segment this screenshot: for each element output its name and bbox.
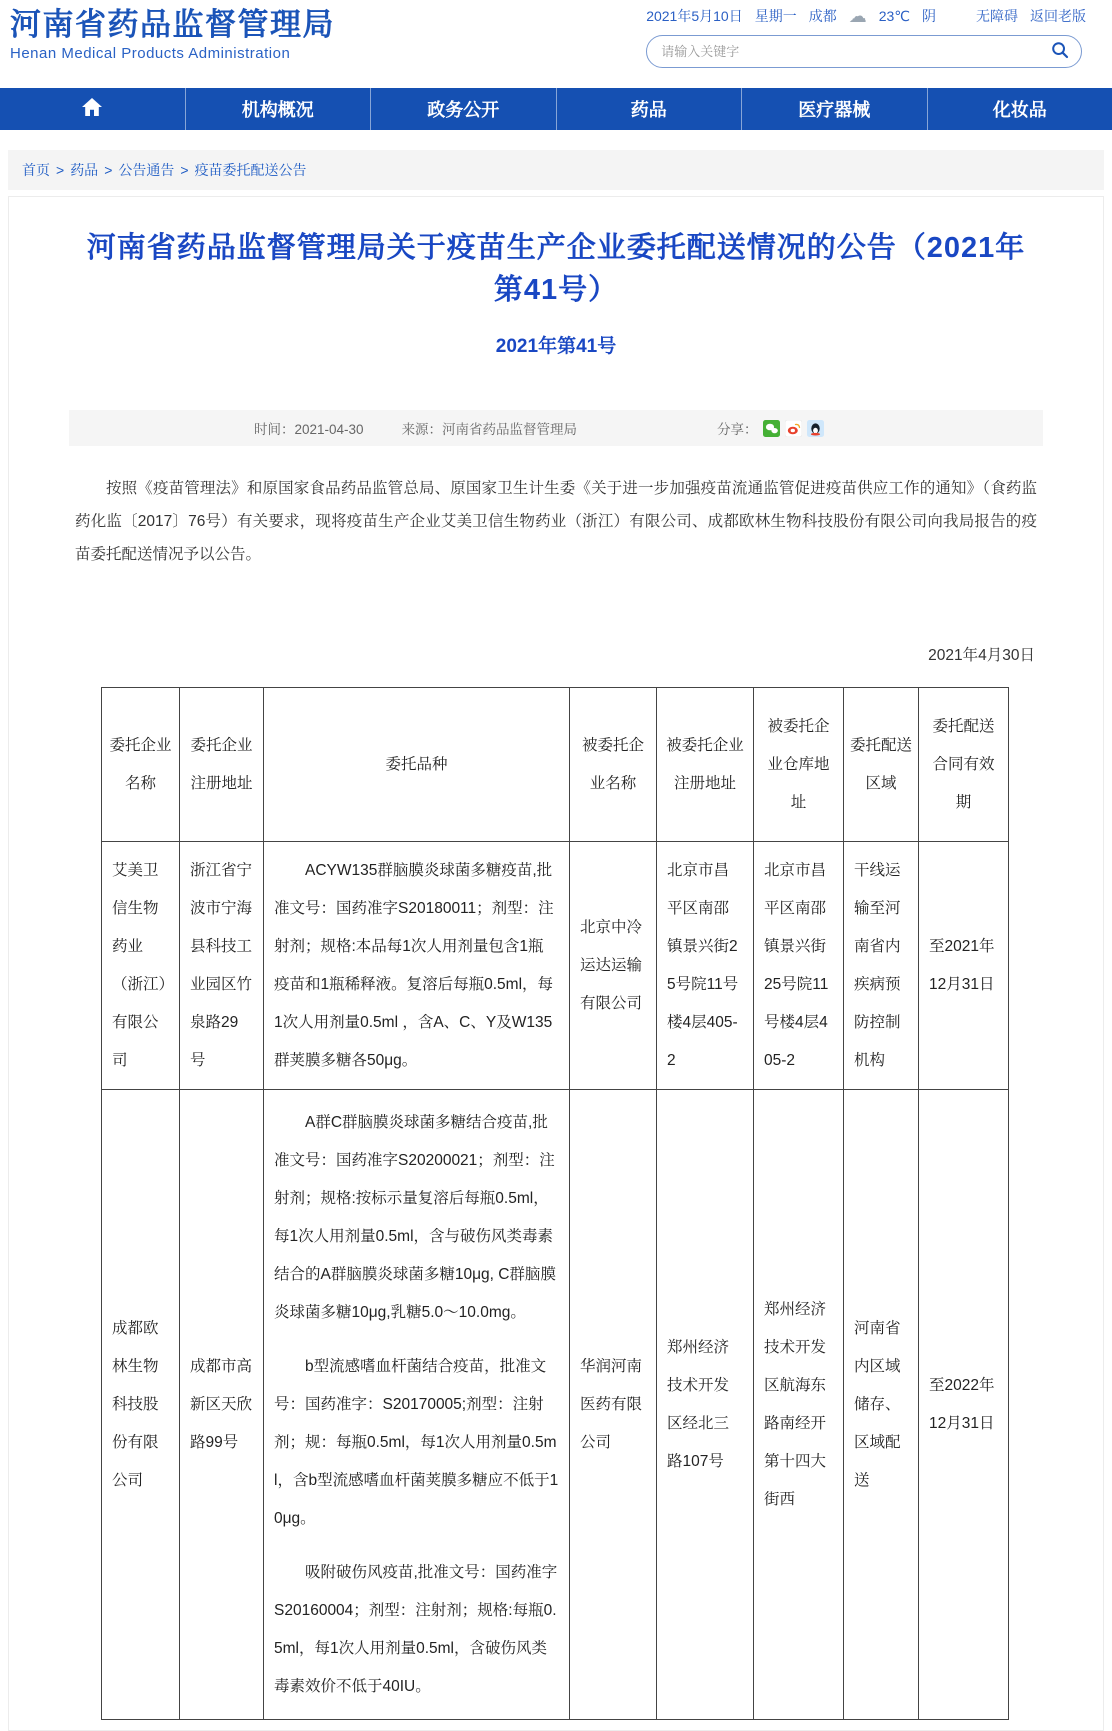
- breadcrumb-separator: >: [104, 162, 113, 178]
- topbar-weekday: 星期一: [754, 8, 797, 24]
- cell-trustee-warehouse: 郑州经济技术开发区航海东路南经开第十四大街西: [754, 1090, 844, 1720]
- nav-item-cosmetics[interactable]: 化妆品: [992, 100, 1047, 120]
- breadcrumb-separator: >: [180, 162, 189, 178]
- breadcrumb-current-page[interactable]: 疫苗委托配送公告: [194, 162, 307, 178]
- nav-item-home[interactable]: [0, 88, 186, 130]
- variety-paragraph: A群C群脑膜炎球菌多糖结合疫苗,批准文号：国药准字S20200021；剂型：注射剂；规格:按标示量复溶后每瓶0.5ml，每1次人用剂量0.5ml，含与破伤风类毒素结合的A群脑膜炎球菌多糖10μg, C群脑膜炎球菌多糖10μg,乳糖5.0～10.0mg。: [274, 1113, 556, 1321]
- col-header-contract-validity: 委托配送合同有效期: [919, 688, 1009, 842]
- cell-client-address: 浙江省宁波市宁海县科技工业园区竹泉路29号: [180, 842, 264, 1090]
- cell-client-address: 成都市高新区天欣路99号: [180, 1090, 264, 1720]
- search-button[interactable]: [1051, 41, 1069, 62]
- cell-variety: [264, 842, 570, 1090]
- header-right: [646, 6, 1086, 68]
- search-input[interactable]: [659, 43, 1051, 60]
- cell-client-name: 艾美卫信生物药业（浙江）有限公司: [102, 842, 180, 1090]
- breadcrumb-separator: >: [56, 162, 65, 178]
- article-body: 按照《疫苗管理法》和原国家食品药品监管总局、原国家卫生计生委《关于进一步加强疫苗流通监管促进疫苗供应工作的通知》（食药监药化监〔2017〕76号）有关要求，现将疫苗生产企业艾美卫信生物药业（浙江）有限公司、成都欧林生物科技股份有限公司向我局报告的疫苗委托配送情况予以公告。: [75, 480, 1037, 563]
- search-icon: [1051, 41, 1069, 62]
- breadcrumb-drugs[interactable]: 药品: [70, 162, 99, 178]
- time-label: 时间：: [254, 422, 295, 437]
- old-version-link[interactable]: 返回老版: [1030, 8, 1086, 24]
- accessibility-link[interactable]: 无障碍: [976, 8, 1018, 24]
- topbar-city[interactable]: 成都: [808, 8, 837, 24]
- doc-number: 2021年第41号: [495, 336, 617, 357]
- site-logo[interactable]: [10, 8, 335, 62]
- col-header-trustee-name: 被委托企业名称: [570, 688, 657, 842]
- nav-item-gov-disclosure[interactable]: 政务公开: [371, 88, 557, 130]
- main-nav: [0, 88, 1112, 130]
- share-label: 分享：: [717, 422, 758, 437]
- source-value: 河南省药品监督管理局: [442, 422, 578, 437]
- table-row: [102, 1090, 1009, 1720]
- source-label: 来源：: [401, 422, 443, 437]
- article-card: [8, 196, 1104, 1731]
- topbar-temperature: 23℃: [878, 7, 910, 24]
- col-header-trustee-reg-address: 被委托企业注册地址: [657, 688, 754, 842]
- nav-item-medical-devices[interactable]: 医疗器械: [742, 88, 928, 130]
- variety-paragraph: 吸附破伤风疫苗,批准文号：国药准字S20160004；剂型：注射剂；规格:每瓶0.5ml，每1次人用剂量0.5ml，含破伤风类毒素效价不低于40IU。: [274, 1563, 558, 1695]
- topbar-weather: 阴: [922, 8, 936, 24]
- col-header-client-name: 委托企业名称: [102, 688, 180, 842]
- breadcrumb-home[interactable]: 首页: [22, 162, 50, 178]
- topbar-date: 2021年5月10日: [646, 8, 743, 24]
- table-row: [102, 842, 1009, 1090]
- cell-trustee-reg-address: 北京市昌平区南邵镇景兴街25号院11号楼4层405-2: [657, 842, 754, 1090]
- site-header: [0, 0, 1112, 88]
- cell-delivery-region: 干线运输至河南省内疾病预防控制机构: [844, 842, 919, 1090]
- cell-variety: [264, 1090, 570, 1720]
- cell-client-name: 成都欧林生物科技股份有限公司: [102, 1090, 180, 1720]
- breadcrumb-notices[interactable]: 公告通告: [118, 162, 175, 178]
- variety-paragraph: b型流感嗜血杆菌结合疫苗，批准文号：国药准字：S20170005;剂型：注射剂；规：每瓶0.5ml，每1次人用剂量0.5ml，含b型流感嗜血杆菌荚膜多糖应不低于10μg。: [274, 1357, 559, 1527]
- table-header-row: [102, 688, 1009, 842]
- cell-contract-validity: 至2022年12月31日: [919, 1090, 1009, 1720]
- nav-item-drugs[interactable]: 药品: [557, 88, 743, 130]
- cell-contract-validity: 至2021年12月31日: [919, 842, 1009, 1090]
- col-header-variety: 委托品种: [264, 688, 570, 842]
- weibo-share-icon[interactable]: [785, 420, 802, 437]
- publish-time: [254, 418, 364, 438]
- home-icon: [82, 98, 102, 121]
- cell-trustee-name: 北京中冷运达运输有限公司: [570, 842, 657, 1090]
- col-header-trustee-warehouse: 被委托企业仓库地址: [754, 688, 844, 842]
- cloud-icon: ☁: [848, 6, 867, 26]
- source: [402, 418, 578, 438]
- sign-date: 2021年4月30日: [928, 647, 1035, 664]
- search-box: [646, 35, 1082, 68]
- time-value: 2021-04-30: [294, 422, 364, 437]
- wechat-share-icon[interactable]: [763, 420, 780, 437]
- nav-item-org-overview[interactable]: 机构概况: [186, 88, 372, 130]
- topbar: [646, 6, 1086, 26]
- share-bar: [717, 418, 824, 438]
- variety-paragraph: ACYW135群脑膜炎球菌多糖疫苗,批准文号：国药准字S20180011；剂型：注射剂；规格:本品每1次人用剂量包含1瓶疫苗和1瓶稀释液。复溶后每瓶0.5ml，每1次人用剂量0.5ml ，含A、C、Y及W135群荚膜多糖各50μg。: [274, 861, 554, 1069]
- col-header-delivery-region: 委托配送区域: [844, 688, 919, 842]
- site-subtitle: Henan Medical Products Administration: [10, 45, 291, 62]
- col-header-client-address: 委托企业注册地址: [180, 688, 264, 842]
- delegation-table: [101, 687, 1009, 1720]
- cell-trustee-reg-address: 郑州经济技术开发区经北三路107号: [657, 1090, 754, 1720]
- cell-trustee-name: 华润河南医药有限公司: [570, 1090, 657, 1720]
- qq-share-icon[interactable]: [807, 420, 824, 437]
- cell-trustee-warehouse: 北京市昌平区南邵镇景兴街25号院11号楼4层405-2: [754, 842, 844, 1090]
- cell-delivery-region: 河南省内区域储存、区域配送: [844, 1090, 919, 1720]
- breadcrumb: [8, 150, 1104, 190]
- site-title: 河南省药品监督管理局: [10, 7, 335, 42]
- article-meta-bar: [69, 410, 1043, 446]
- page-title: 河南省药品监督管理局关于疫苗生产企业委托配送情况的公告（2021年第41号）: [86, 232, 1026, 306]
